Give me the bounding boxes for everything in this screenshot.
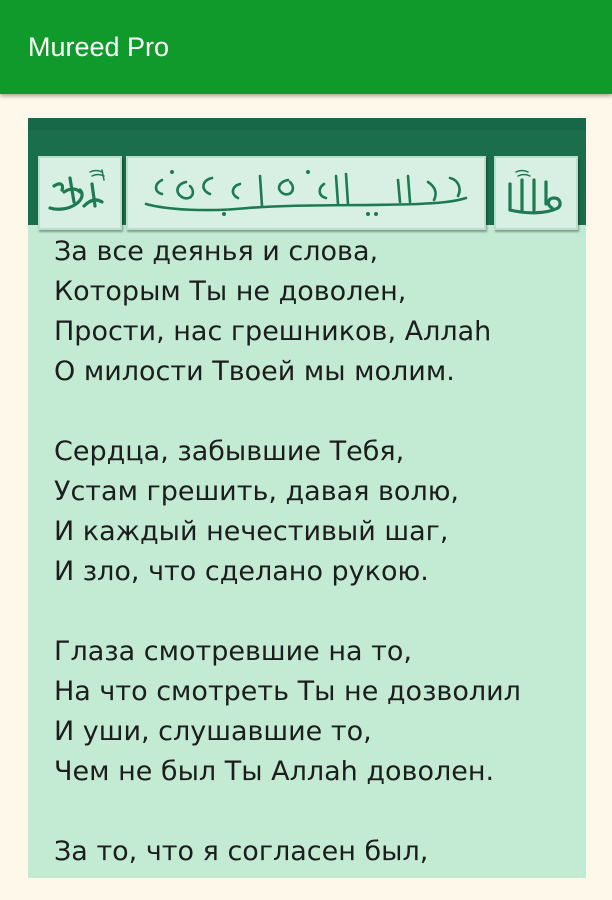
poem-blank-line: [54, 592, 574, 632]
poem-blank-line: [54, 392, 574, 432]
poem-text: [54, 232, 574, 872]
poem-line: И уши, слушавшие то,: [54, 716, 372, 747]
poem-line: Чем не был Ты Аллаһ доволен.: [54, 756, 495, 787]
poem-line: О милости Твоей мы молим.: [54, 356, 455, 387]
allah-calligraphy-panel: [494, 156, 578, 230]
poem-line: Устам грешить, давая волю,: [54, 476, 460, 507]
muhammad-calligraphy-panel: [38, 156, 122, 230]
poem-line: И зло, что сделано рукою.: [54, 556, 429, 587]
allah-calligraphy-icon: [496, 158, 576, 228]
poem-line: На что смотреть Ты не дозволил: [54, 676, 521, 707]
poem-line: За то, что я согласен был,: [54, 836, 429, 867]
poem-line: И каждый нечестивый шаг,: [54, 516, 449, 547]
poem-line: Прости, нас грешников, Аллаһ: [54, 316, 492, 347]
poem-line: Которым Ты не доволен,: [54, 276, 407, 307]
app-title: Mureed Pro: [28, 32, 170, 62]
bismillah-calligraphy-icon: [128, 158, 484, 228]
app-bar: [0, 0, 612, 94]
muhammad-calligraphy-icon: [40, 158, 120, 228]
poem-line: За все деянья и слова,: [54, 236, 379, 267]
poem-line: Глаза смотревшие на то,: [54, 636, 412, 667]
poem-line: Сердца, забывшие Тебя,: [54, 436, 405, 467]
card-top-stripe: [28, 118, 586, 130]
calligraphy-header: [28, 130, 586, 225]
poem-card[interactable]: [28, 118, 586, 878]
poem-blank-line: [54, 792, 574, 832]
bismillah-calligraphy-panel: [126, 156, 486, 230]
